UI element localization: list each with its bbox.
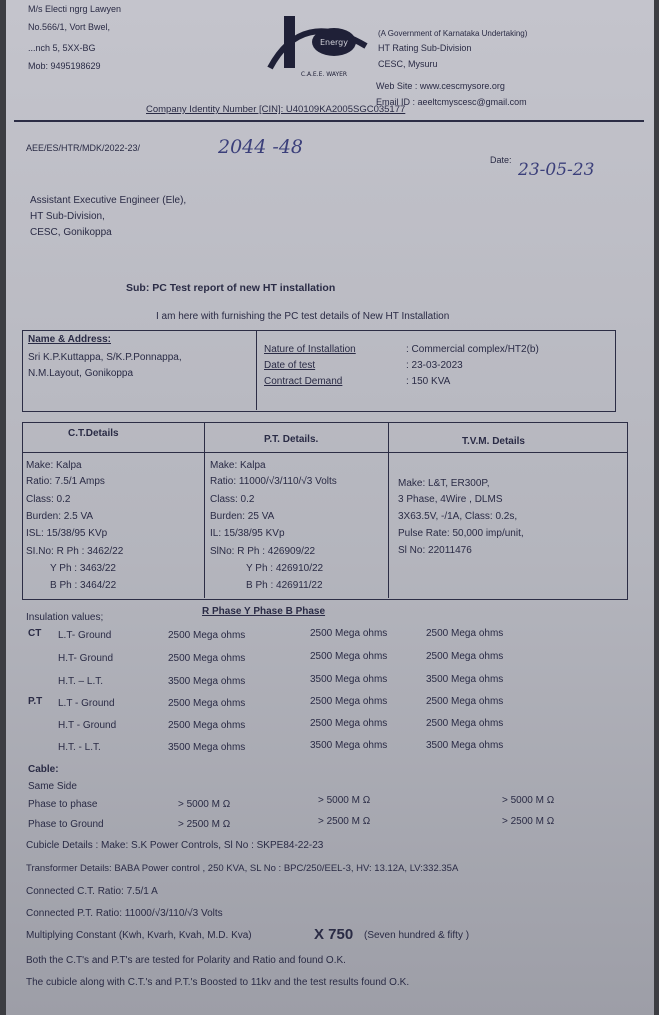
insulation-b-value: 2500 Mega ohms (426, 718, 504, 729)
letterhead-right-3: CESC, Mysuru (378, 59, 438, 69)
pt-detail-class: Class: 0.2 (210, 494, 255, 505)
ct-detail-ratio: Ratio: 7.5/1 Amps (26, 476, 105, 487)
tvm-detail-rating: 3X63.5V, -/1A, Class: 0.2s, (398, 511, 518, 522)
insulation-r-value: 2500 Mega ohms (168, 698, 246, 709)
letterhead-left-1: M/s Electi ngrg Lawyen (28, 4, 122, 14)
ct-details-header: C.T.Details (68, 428, 119, 439)
cable-value-c: > 5000 M Ω (502, 795, 555, 806)
ct-detail-serial-y: Y Ph : 3463/22 (50, 563, 116, 574)
ct-detail-make: Make: Kalpa (26, 460, 82, 471)
insulation-y-value: 2500 Mega ohms (310, 628, 388, 639)
tvm-detail-phase: 3 Phase, 4Wire , DLMS (398, 494, 503, 505)
tvm-detail-pulse-rate: Pulse Rate: 50,000 imp/unit, (398, 528, 524, 539)
date-value: 23-05-23 (518, 160, 595, 180)
letterhead-right-2: HT Rating Sub-Division (378, 43, 472, 53)
cable-value-a: > 5000 M Ω (178, 799, 231, 810)
pt-detail-make: Make: Kalpa (210, 460, 266, 471)
cable-row-label: Phase to phase (28, 799, 98, 810)
insulation-b-value: 3500 Mega ohms (426, 674, 504, 685)
ct-detail-serial-r: SI.No: R Ph : 3462/22 (26, 546, 124, 557)
tvm-detail-serial: Sl No: 22011476 (398, 545, 472, 556)
cable-value-b: > 2500 M Ω (318, 816, 371, 827)
pt-detail-ratio: Ratio: 11000/√3/110/√3 Volts (210, 476, 337, 487)
addressee-line-2: HT Sub-Division, (30, 211, 105, 222)
ct-detail-class: Class: 0.2 (26, 494, 71, 505)
date-of-test-value: : 23-03-2023 (406, 360, 463, 371)
cable-value-c: > 2500 M Ω (502, 816, 555, 827)
insulation-section-pt: P.T (28, 696, 43, 707)
multiplying-constant-words: (Seven hundred & fifty ) (364, 930, 470, 941)
contract-demand-label: Contract Demand (264, 376, 343, 387)
polarity-test-note: Both the C.T's and P.T's are tested for Polarity and Ratio and found O.K. (26, 955, 346, 966)
cable-value-b: > 5000 M Ω (318, 795, 371, 806)
insulation-row-label: H.T - Ground (58, 720, 117, 731)
customer-line-1: Sri K.P.Kuttappa, S/K.P.Ponnappa, (28, 352, 182, 363)
cable-side: Same Side (28, 781, 77, 792)
customer-line-2: N.M.Layout, Gonikoppa (28, 368, 134, 379)
insulation-y-value: 2500 Mega ohms (310, 696, 388, 707)
insulation-row-label: H.T. – L.T. (58, 676, 104, 687)
insulation-y-value: 2500 Mega ohms (310, 718, 388, 729)
letterhead-right-4: Web Site : www.cescmysore.org (376, 81, 505, 91)
insulation-y-value: 3500 Mega ohms (310, 674, 388, 685)
insulation-b-value: 3500 Mega ohms (426, 740, 504, 751)
multiplying-constant-label: Multiplying Constant (Kwh, Kvarh, Kvah, M.D. Kva) (26, 930, 252, 941)
insulation-r-value: 2500 Mega ohms (168, 653, 246, 664)
customer-box-divider (256, 330, 257, 410)
company-identity-number: Company Identity Number [CIN]: U40109KA2005SGC035177 (146, 104, 406, 115)
pt-detail-serial-r: SlNo: R Ph : 426909/22 (210, 546, 316, 557)
letterhead-left-2: No.566/1, Vort Bwel, (28, 22, 111, 32)
customer-label: Name & Address: (28, 334, 111, 345)
insulation-y-value: 3500 Mega ohms (310, 740, 388, 751)
insulation-b-value: 2500 Mega ohms (426, 628, 504, 639)
insulation-b-value: 2500 Mega ohms (426, 651, 504, 662)
insulation-row-label: H.T- Ground (58, 653, 114, 664)
pt-detail-serial-b: B Ph : 426911/22 (246, 580, 323, 591)
insulation-b-value: 2500 Mega ohms (426, 696, 504, 707)
transformer-details: Transformer Details: BABA Power control , 250 KVA, SL No : BPC/250/EEL-3, HV: 13.12A, LV:332.35A (26, 863, 459, 874)
details-table-col-rule-2 (388, 422, 389, 598)
cubicle-details: Cubicle Details : Make: S.K Power Controls, Sl No : SKPE84-22-23 (26, 840, 324, 851)
reference-handwritten: 2044 -48 (218, 136, 303, 158)
letterhead-right-1: (A Government of Karnataka Undertaking) (378, 29, 528, 38)
insulation-r-value: 2500 Mega ohms (168, 720, 246, 731)
header-rule (14, 120, 644, 122)
cable-label: Cable: (28, 764, 59, 775)
nature-of-installation-value: : Commercial complex/HT2(b) (406, 344, 539, 355)
insulation-row-label: L.T - Ground (58, 698, 115, 709)
pt-detail-burden: Burden: 25 VA (210, 511, 275, 522)
intro-line: I am here with furnishing the PC test details of New HT Installation (156, 311, 450, 322)
insulation-label: Insulation values; (26, 612, 104, 623)
tvm-details-header: T.V.M. Details (462, 436, 525, 447)
insulation-section-ct: CT (28, 628, 42, 639)
ct-detail-serial-b: B Ph : 3464/22 (50, 580, 117, 591)
ct-detail-isl: ISL: 15/38/95 KVp (26, 528, 108, 539)
insulation-row-label: H.T. - L.T. (58, 742, 101, 753)
details-table-col-rule-1 (204, 422, 205, 598)
details-table-header-rule (22, 452, 627, 453)
cable-row-label: Phase to Ground (28, 819, 104, 830)
insulation-r-value: 2500 Mega ohms (168, 630, 246, 641)
insulation-r-value: 3500 Mega ohms (168, 742, 246, 753)
insulation-row-label: L.T- Ground (58, 630, 112, 641)
nature-of-installation-label: Nature of Installation (264, 344, 356, 355)
insulation-phase-header: R Phase Y Phase B Phase (202, 606, 326, 617)
reference-number: AEE/ES/HTR/MDK/2022-23/ (26, 143, 141, 153)
logo-caption: C.A.E.E. WAYER (300, 71, 348, 78)
subject-line: Sub: PC Test report of new HT installation (126, 282, 336, 294)
tvm-detail-make: Make: L&T, ER300P, (398, 478, 490, 489)
addressee-line-3: CESC, Gonikoppa (30, 227, 112, 238)
addressee-line-1: Assistant Executive Engineer (Ele), (30, 195, 187, 206)
letterhead-right-5: Email ID : aeeltcmyscesc@gmail.com (376, 97, 527, 107)
ct-detail-burden: Burden: 2.5 VA (26, 511, 94, 522)
boost-test-note: The cubicle along with C.T.'s and P.T.'s Boosted to 11kv and the test results found O.K. (26, 977, 410, 988)
logo-text: Energy (319, 38, 349, 47)
cesc-logo (262, 10, 372, 85)
multiplying-constant-value: X 750 (314, 926, 354, 943)
letter-page (6, 0, 654, 1015)
insulation-y-value: 2500 Mega ohms (310, 651, 388, 662)
date-label: Date: (490, 155, 512, 165)
insulation-r-value: 3500 Mega ohms (168, 676, 246, 687)
pt-detail-serial-y: Y Ph : 426910/22 (246, 563, 324, 574)
contract-demand-value: : 150 KVA (406, 376, 451, 387)
cable-value-a: > 2500 M Ω (178, 819, 231, 830)
connected-pt-ratio: Connected P.T. Ratio: 11000/√3/110/√3 Volts (26, 908, 223, 919)
date-of-test-label: Date of test (264, 360, 316, 371)
pt-detail-il: IL: 15/38/95 KVp (210, 528, 285, 539)
pt-details-header: P.T. Details. (264, 434, 319, 445)
letterhead-left-3: ...nch 5, 5XX-BG (28, 43, 96, 53)
letterhead-left-4: Mob: 9495198629 (28, 61, 101, 71)
connected-ct-ratio: Connected C.T. Ratio: 7.5/1 A (26, 886, 158, 897)
